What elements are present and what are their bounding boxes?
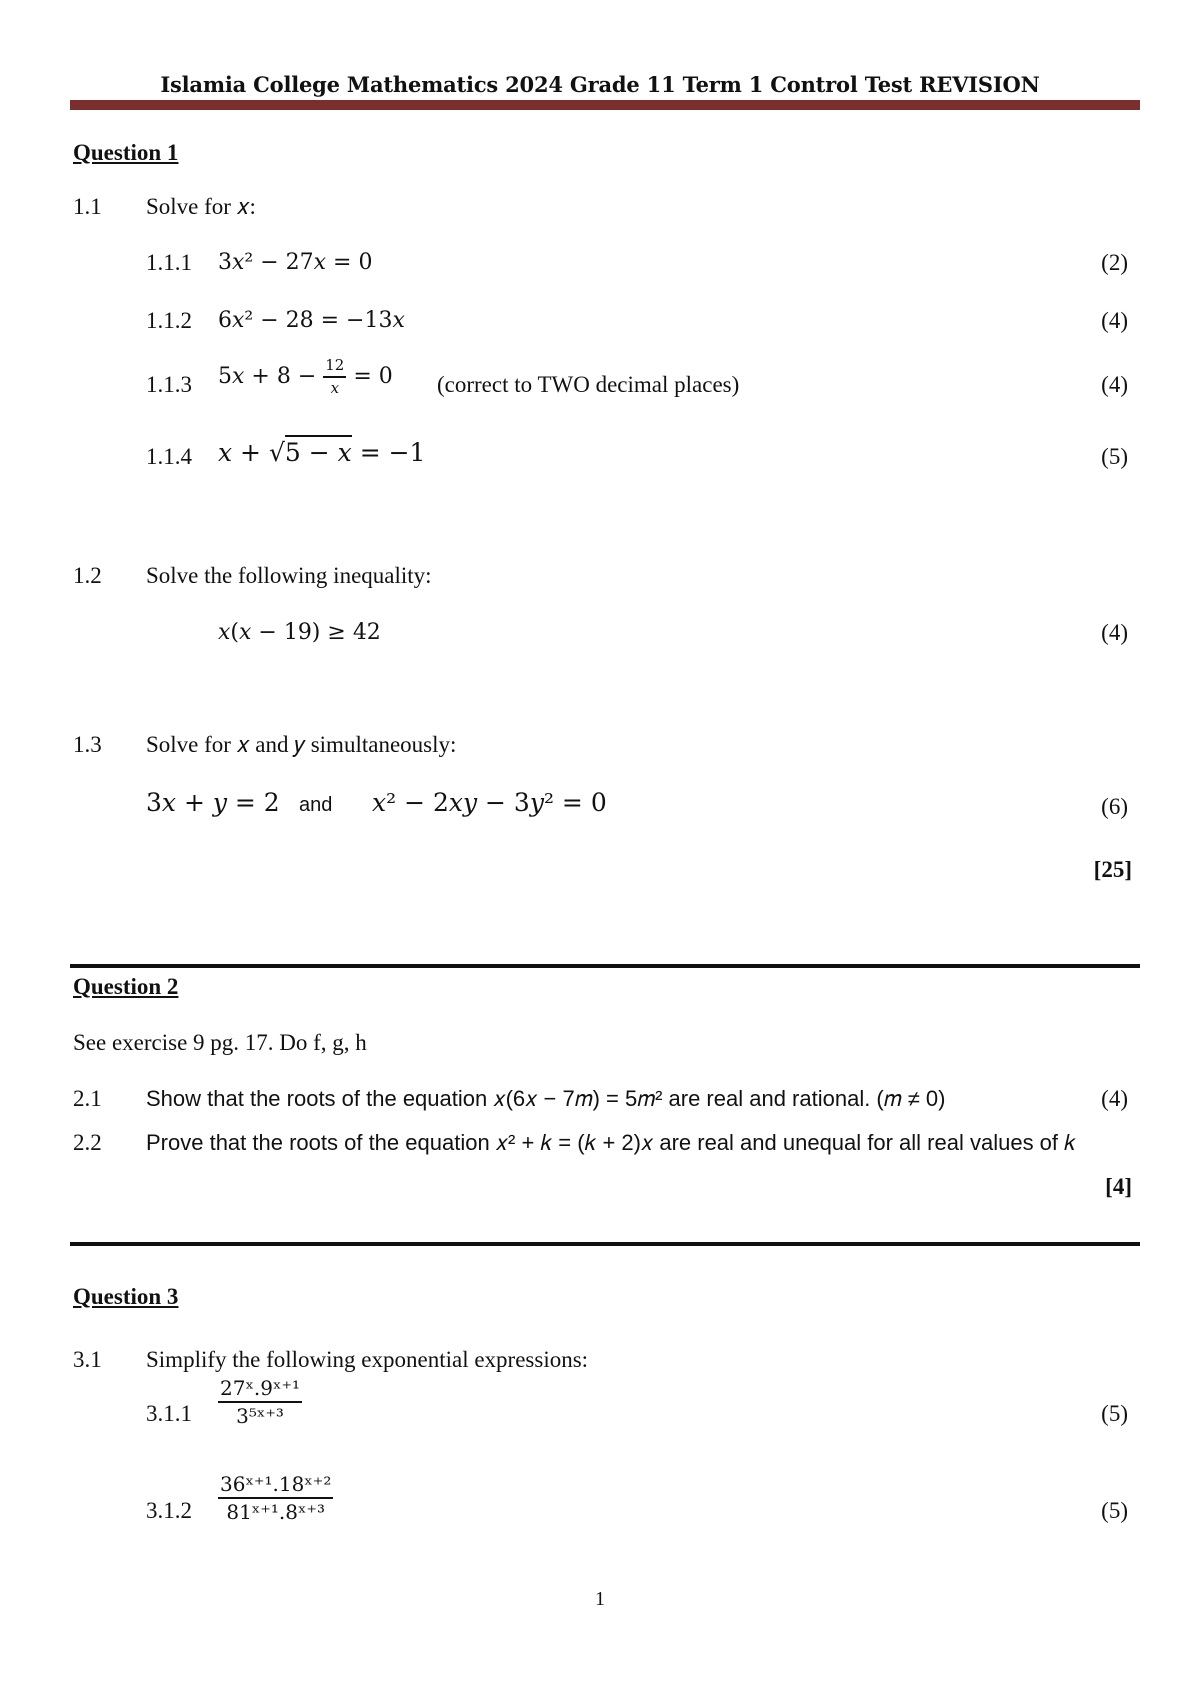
q1-1-4-marks: (5) (1101, 444, 1128, 469)
q1-3-text: Solve for 𝑥 and 𝑦 simultaneously: (146, 732, 457, 757)
q3-1-2-marks: (5) (1101, 1498, 1128, 1523)
q1-2-equation: 𝑥(𝑥 − 19) ≥ 42 (218, 620, 381, 645)
fraction-denominator: 81ˣ⁺¹.8ˣ⁺³ (226, 1500, 325, 1524)
q2-2-number: 2.2 (73, 1130, 102, 1155)
q1-3-and: and (299, 794, 333, 816)
q1-1-3-eq-right: = 0 (353, 364, 393, 389)
q1-1-4-number: 1.1.4 (146, 444, 192, 469)
question-2-total: [4] (1105, 1174, 1132, 1199)
q1-1-number: 1.1 (73, 194, 102, 219)
q3-1-text: Simplify the following exponential expressions: (146, 1347, 589, 1372)
q1-1-text: Solve for 𝑥: (146, 194, 256, 219)
question-1-title: Question 1 (73, 140, 179, 165)
q1-3-marks: (6) (1101, 794, 1128, 819)
question-1-total: [25] (1093, 857, 1132, 882)
q3-1-1-marks: (5) (1101, 1401, 1128, 1426)
page-number: 1 (595, 1588, 605, 1610)
q1-1-4-equation (218, 438, 425, 467)
header-rule (70, 100, 1140, 110)
page-header-title: Islamia College Mathematics 2024 Grade 11 Term 1 Control Test REVISION (160, 72, 1040, 97)
q3-1-2-number: 3.1.2 (146, 1498, 192, 1523)
q1-1-1-number: 1.1.1 (146, 250, 192, 275)
fraction-denominator: 3⁵ˣ⁺³ (236, 1404, 284, 1428)
q1-1-3-marks: (4) (1101, 372, 1128, 397)
q1-1-3-fraction (323, 358, 346, 396)
q1-1-1-equation: 3𝑥² − 27𝑥 = 0 (218, 250, 373, 275)
q1-3-equation-1: 3𝑥 + 𝑦 = 2 (146, 788, 280, 817)
q2-1-number: 2.1 (73, 1086, 102, 1111)
section-divider (70, 1242, 1140, 1246)
q1-1-2-number: 1.1.2 (146, 308, 192, 333)
q3-1-1-expression (218, 1378, 302, 1426)
q2-reference: See exercise 9 pg. 17. Do f, g, h (73, 1030, 367, 1055)
fraction-numerator: 12 (323, 358, 346, 378)
q1-1-4-radicand: 5 − 𝑥 (285, 435, 352, 467)
fraction-denominator: 𝑥 (330, 379, 340, 397)
q1-1-1-marks: (2) (1101, 250, 1128, 275)
q3-1-1-fraction (218, 1378, 302, 1426)
q1-1-3-eq-left: 5𝑥 + 8 − (218, 364, 317, 389)
section-divider (70, 964, 1140, 968)
question-2-title: Question 2 (73, 974, 179, 999)
q3-1-2-fraction (218, 1474, 333, 1522)
q1-1-4-eq-left: 𝑥 + √ (218, 438, 285, 467)
q2-1-text: Show that the roots of the equation 𝑥(6𝑥 − 7𝑚) = 5𝑚² are real and rational. (𝑚 ≠ 0) (146, 1086, 946, 1111)
q1-2-text: Solve the following inequality: (146, 563, 432, 588)
q1-3-equation-2: 𝑥² − 2𝑥𝑦 − 3𝑦² = 0 (372, 788, 607, 817)
question-3-title: Question 3 (73, 1284, 179, 1309)
q1-1-3-note: (correct to TWO decimal places) (437, 372, 740, 397)
q2-1-marks: (4) (1101, 1086, 1128, 1111)
q1-1-3-number: 1.1.3 (146, 372, 192, 397)
q1-2-number: 1.2 (73, 563, 102, 588)
q1-1-3-equation (218, 358, 393, 396)
q2-2-text: Prove that the roots of the equation 𝑥² + 𝑘 = (𝑘 + 2)𝑥 are real and unequal for all real values of 𝑘 (146, 1130, 1076, 1155)
q1-1-2-marks: (4) (1101, 308, 1128, 333)
q1-2-marks: (4) (1101, 620, 1128, 645)
fraction-numerator: 27ˣ.9ˣ⁺¹ (218, 1378, 302, 1403)
q3-1-2-expression (218, 1474, 333, 1522)
fraction-numerator: 36ˣ⁺¹.18ˣ⁺² (218, 1474, 333, 1499)
q3-1-number: 3.1 (73, 1347, 102, 1372)
q1-3-number: 1.3 (73, 732, 102, 757)
q1-1-2-equation: 6𝑥² − 28 = −13𝑥 (218, 308, 405, 333)
q1-1-4-eq-right: = −1 (359, 438, 426, 467)
q3-1-1-number: 3.1.1 (146, 1401, 192, 1426)
